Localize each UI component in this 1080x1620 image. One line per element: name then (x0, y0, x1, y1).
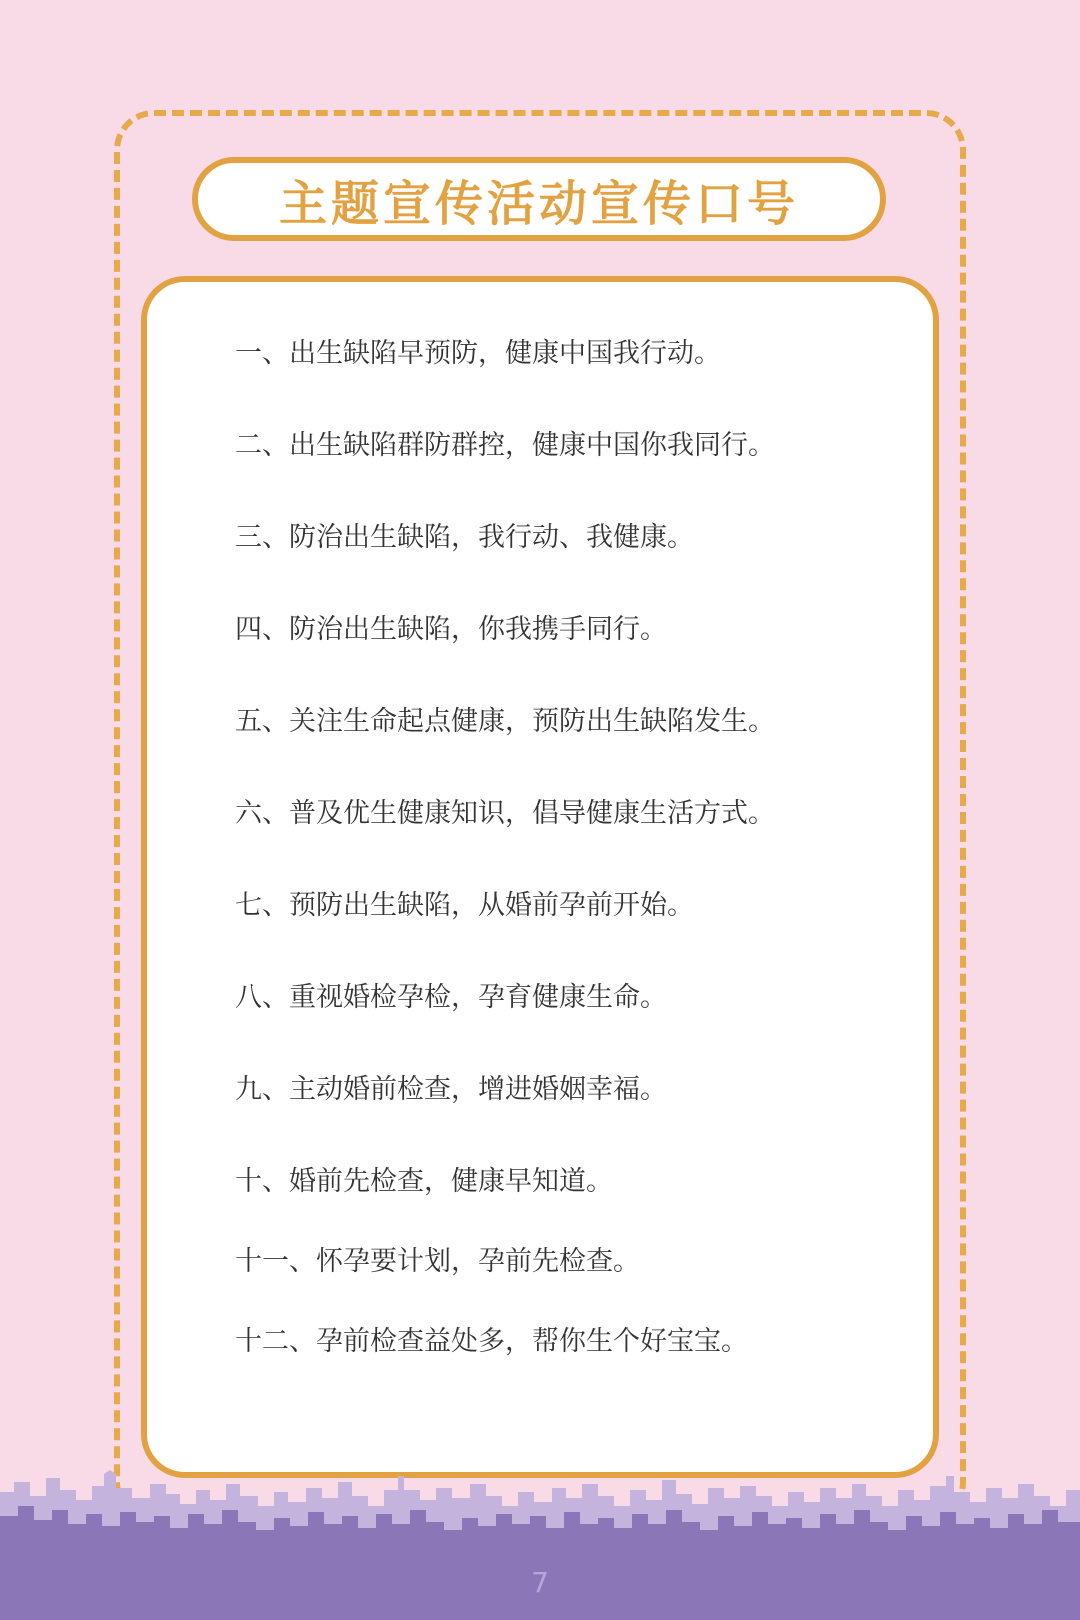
slogan-card (141, 276, 939, 1478)
slogan-item-2: 二、出生缺陷群防群控，健康中国你我同行。 (235, 430, 775, 461)
slogan-item-3: 三、防治出生缺陷，我行动、我健康。 (235, 522, 694, 553)
slogan-item-9: 九、主动婚前检查，增进婚姻幸福。 (235, 1074, 667, 1105)
slogan-item-10: 十、婚前先检查，健康早知道。 (235, 1166, 613, 1197)
slogan-item-8: 八、重视婚检孕检，孕育健康生命。 (235, 982, 667, 1013)
slogan-item-5: 五、关注生命起点健康，预防出生缺陷发生。 (235, 706, 775, 737)
page-title: 主题宣传活动宣传口号 (278, 175, 799, 232)
title-banner (192, 157, 886, 241)
slogan-item-6: 六、普及优生健康知识，倡导健康生活方式。 (235, 798, 775, 829)
page-number: 7 (531, 1566, 549, 1599)
slogan-item-12: 十二、孕前检查益处多，帮你生个好宝宝。 (235, 1326, 748, 1357)
slogan-item-1: 一、出生缺陷早预防，健康中国我行动。 (235, 338, 721, 369)
slogan-item-4: 四、防治出生缺陷，你我携手同行。 (235, 614, 667, 645)
slogan-item-7: 七、预防出生缺陷，从婚前孕前开始。 (235, 890, 694, 921)
slogan-item-11: 十一、怀孕要计划，孕前先检查。 (235, 1246, 640, 1277)
